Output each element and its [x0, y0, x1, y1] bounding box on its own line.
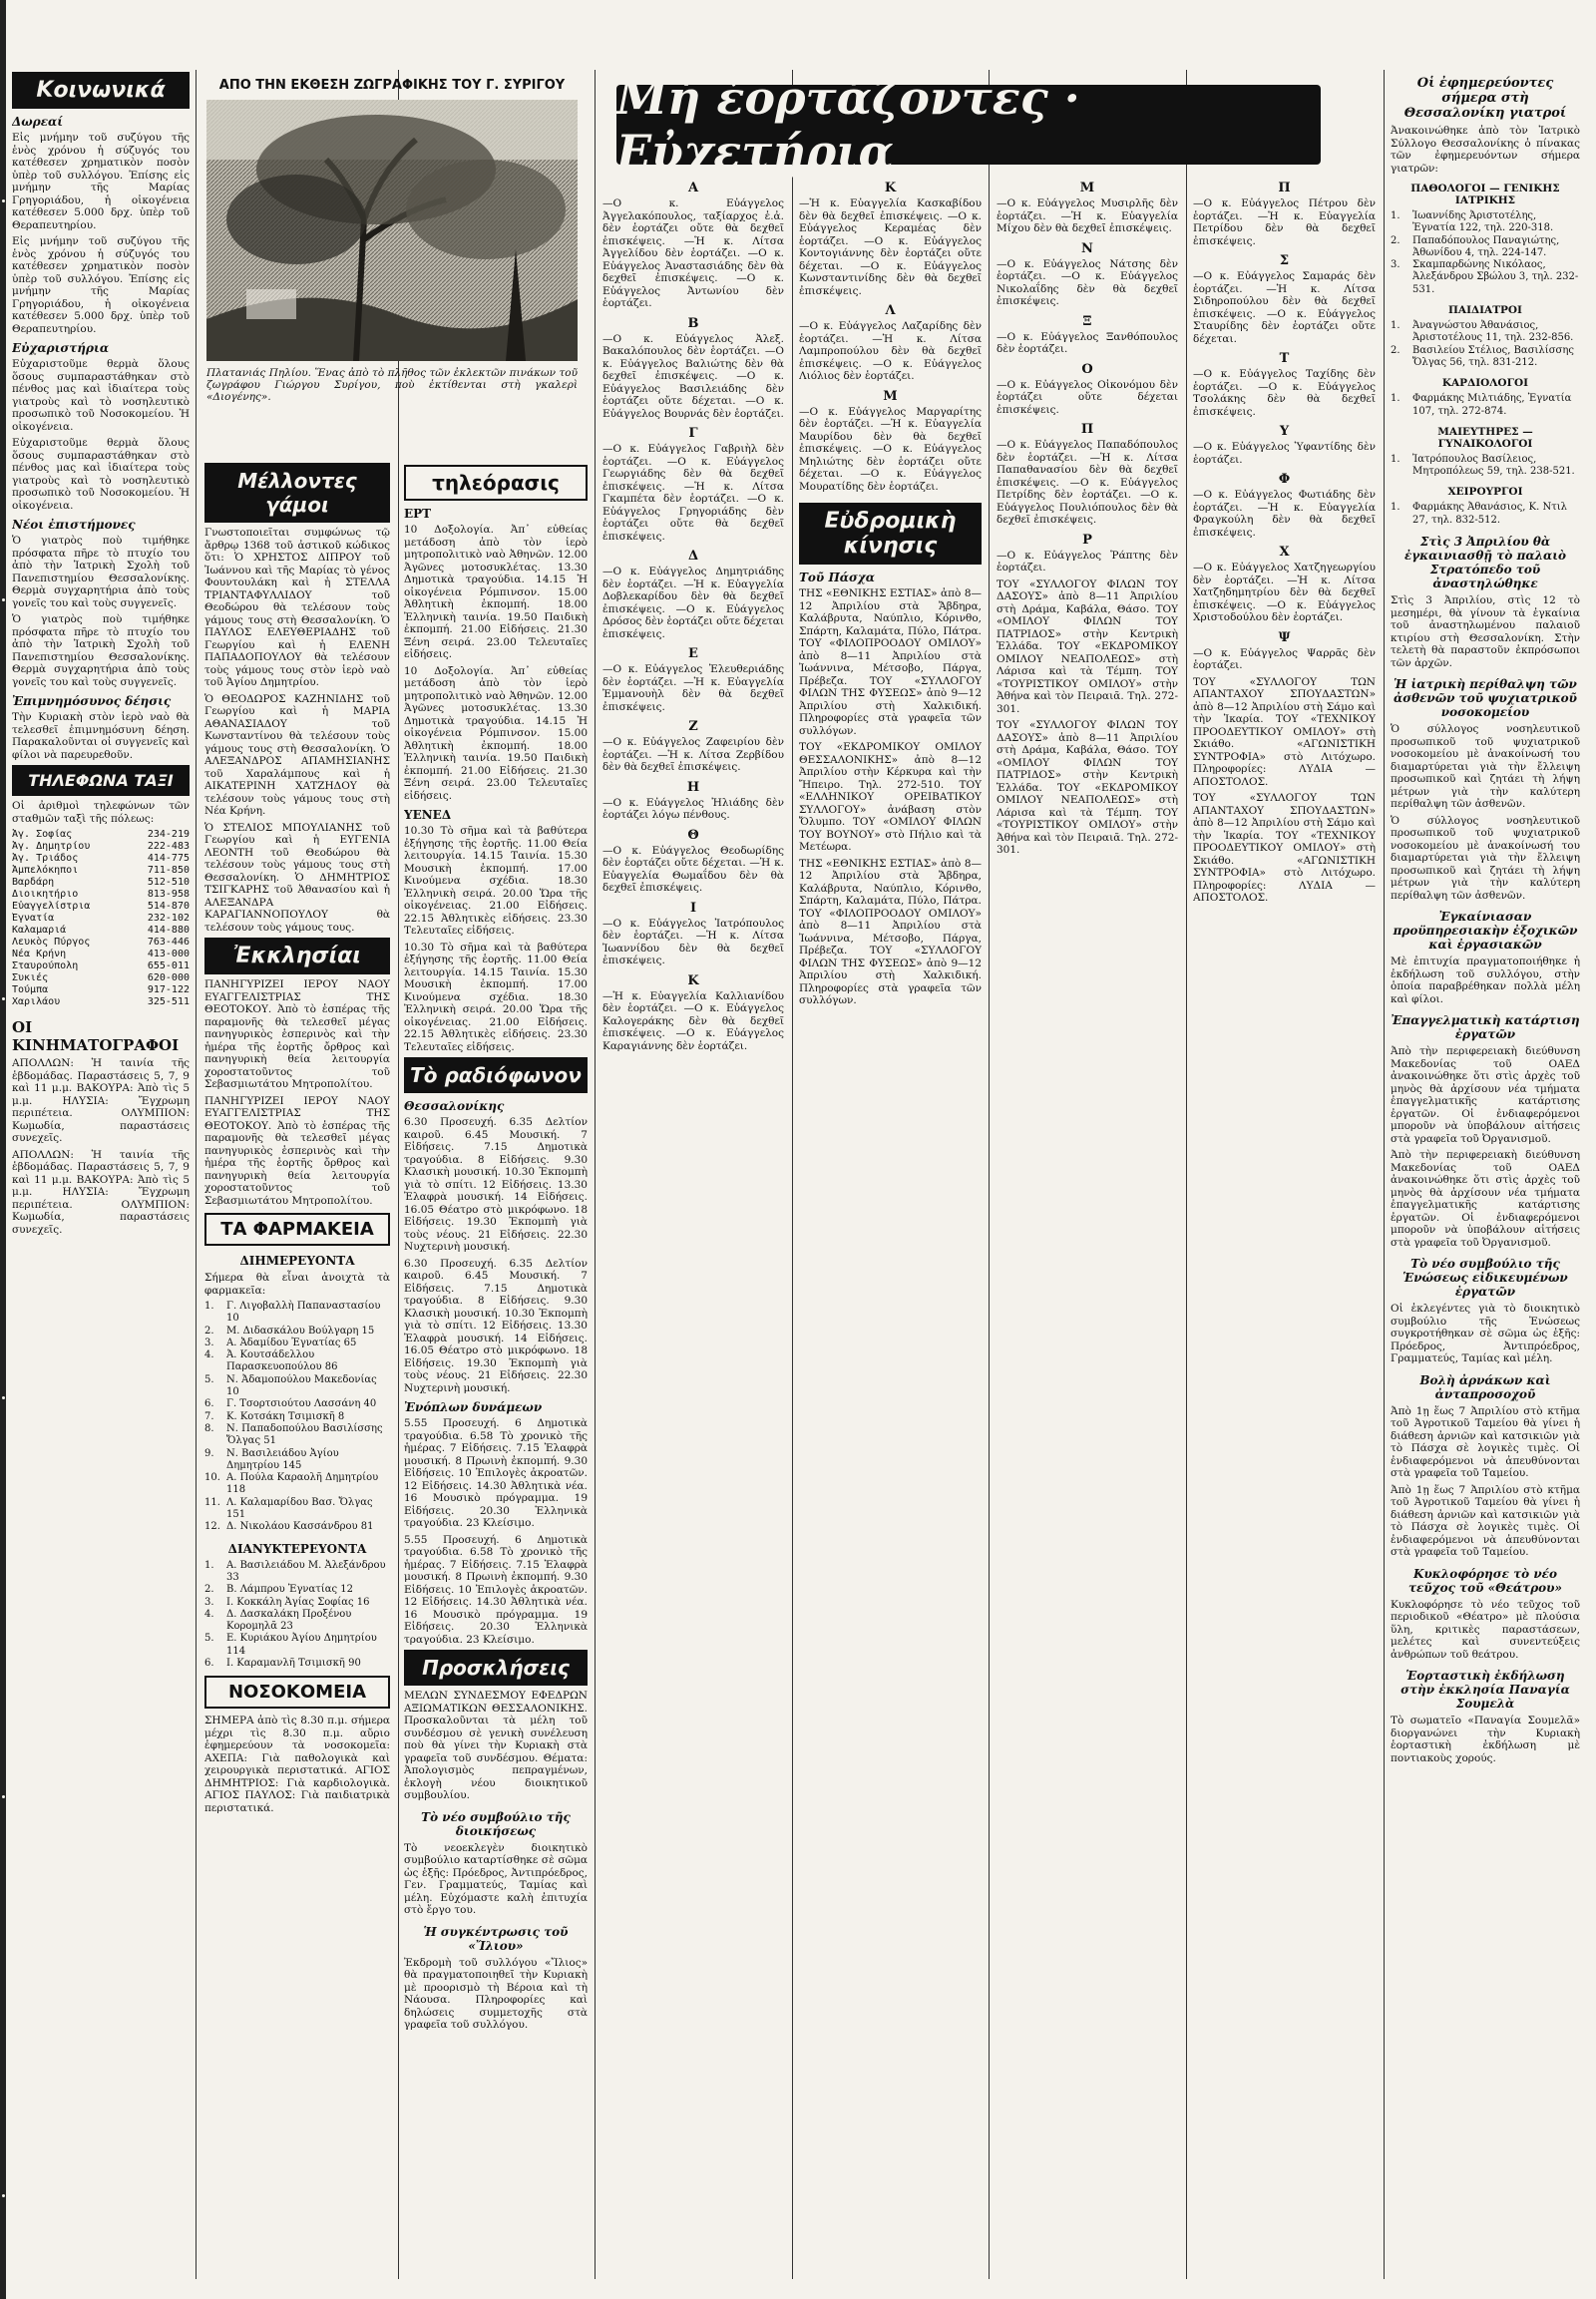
mellontes-text: Γνωστοποιεῖται συμφώνως τῷ ἄρθρῳ 1368 τοῦ ἀστικοῦ κώδικος ὅτι: Ὁ ΧΡΗΣΤΟΣ ΔΙΠΡΟΥ τοῦ Ἰωάννου καὶ τῆς Μαρίας τὸ γένος Φουντουλάκη καὶ ἡ ΣΤΕΛΛΑ ΤΡΙΑΝΤΑΦΥΛΛΙΔΟΥ τοῦ Θεοδώρου θὰ τελέσουν τοὺς γάμους τους στὴ Θεσσαλονίκη. Ὁ ΠΑΥΛΟΣ ΕΛΕΥΘΕΡΙΑΔΗΣ τοῦ Γεωργίου καὶ ἡ ΕΛΕΝΗ ΠΑΠΑΔΟΠΟΥΛΟΥ θὰ τελέσουν τοὺς γάμους τους στὸν ἱερὸ ναὸ τοῦ Ἁγίου Δημητρίου. [204, 527, 390, 688]
pharmacy-item-text: Α. Πούλα Καραολῆ Δημητρίου 118 [226, 1472, 379, 1496]
alphabet-letter: Ο [1081, 361, 1093, 377]
neo-symv-enosis-text: Οἱ ἐκλεγέντες γιὰ τὸ διοικητικὸ συμβούλιο τῆς Ἑνώσεως συγκροτήθηκαν σὲ σῶμα ὡς ἑξῆς: Πρόεδρος, Ἀντιπρόεδρος, Γραμματεύς, Ταμίας καὶ μέλη. [1391, 1303, 1580, 1365]
col6-ekdromi-text-2: ΤΟΥ «ΣΥΛΛΟΓΟΥ ΦΙΛΩΝ ΤΟΥ ΔΑΣΟΥΣ» ἀπὸ 8—11 Ἀπριλίου στὴ Δράμα, Καβάλα, Θάσο. ΤΟΥ «ΟΜΙΛΟΥ ΦΙΛΩΝ ΤΟΥ ΠΑΤΡΙΔΟΣ» στὴν Κεντρικὴ Ἑλλάδα. ΤΟΥ «ΕΚΔΡΟΜΙΚΟΥ ΟΜΙΛΟΥ ΝΕΑΠΟΛΕΩΣ» στὴ Λάρισα καὶ τὰ Τέμπη. ΤΟΥ «ΤΟΥΡΙΣΤΙΚΟΥ ΟΜΙΛΟΥ» στὴν Ἀθήνα καὶ τὸν Πειραιᾶ. Τηλ. 272-301. [997, 719, 1178, 856]
evcharistiria-text: Εὐχαριστοῦμε θερμὰ ὅλους ὅσους συμπαραστάθηκαν στὸ πένθος μας καὶ ἰδιαίτερα τοὺς γιατροὺς καὶ τὸ νοσηλευτικὸ προσωπικὸ τοῦ Νοσοκομείου. Ἡ οἰκογένεια. [12, 358, 190, 433]
taxi-tel: 813-958 [147, 889, 190, 900]
pharmacy-item [204, 1374, 390, 1399]
eortastiki-head: Ἑορταστικὴ ἐκδήλωση στὴν ἐκκλησία Παναγία Σουμελὰ [1400, 1669, 1570, 1712]
col7-ekdromi-text: ΤΟΥ «ΣΥΛΛΟΓΟΥ ΤΩΝ ΑΠΑΝΤΑΧΟΥ ΣΠΟΥΔΑΣΤΩΝ» ἀπὸ 8—12 Ἀπριλίου στὴ Σάμο καὶ τὴν Ἰκαρία. ΤΟΥ «ΤΕΧΝΙΚΟΥ ΠΡΟΟΔΕΥΤΙΚΟΥ ΟΜΙΛΟΥ» στὴ Σκιάθο. «ΑΓΩΝΙΣΤΙΚΗ ΣΥΝΤΡΟΦΙΑ» στὸ Λιτόχωρο. Πληροφορίες: ΛΥΔΙΑ — ΑΠΟΣΤΟΛΟΣ. [1193, 675, 1376, 788]
kinimatografoi-text: ΑΠΟΛΛΩΝ: Ἡ ταινία τῆς ἑβδομάδας. Παραστάσεις 5, 7, 9 καὶ 11 μ.μ. ΒΑΚΟΥΡΑ: Ἀπὸ τὶς 5 μ.μ. ΗΛΥΣΙΑ: Ἔγχρωμη περιπέτεια. ΟΛΥΜΠΙΟΝ: Κωμωδία, παραστάσεις συνεχεῖς. [12, 1057, 190, 1144]
alphabet-letter: Π [1080, 422, 1094, 437]
doctor-item-text: Ἰωαννίδης Ἀριστοτέλης, Ἐγνατία 122, τηλ. 220-318. [1412, 210, 1554, 234]
alphabet-letter: Φ [1278, 472, 1291, 487]
doctor-item-text: Ἰατρόπουλος Βασίλειος, Μητροπόλεως 59, τηλ. 238-521. [1412, 453, 1575, 478]
taxi-row [12, 865, 190, 877]
taxi-tel: 763-446 [147, 937, 190, 948]
pharmacy-item-number: 1. [204, 1301, 214, 1312]
page-edge-strip [0, 0, 6, 2299]
nameday-entry: —Ἡ κ. Εὐαγγελία Καλλιανίδου δὲν ἑορτάζει. —Ο κ. Εὐάγγελος Καλογεράκης δὲν θὰ δεχθεῖ ἐπισκέψεις. —Ο κ. Εὐάγγελος Καραγιάννης δὲν ἑορτάζει. [602, 989, 784, 1052]
ekdromi-text-2: ΤΟΥ «ΕΚΔΡΟΜΙΚΟΥ ΟΜΙΛΟΥ ΘΕΣΣΑΛΟΝΙΚΗΣ» ἀπὸ 8—12 Ἀπριλίου στὴν Κέρκυρα καὶ τὴν Ἤπειρο. Τηλ. 272-510. ΤΟΥ «ΕΛΛΗΝΙΚΟΥ ΟΡΕΙΒΑΤΙΚΟΥ ΣΥΛΛΟΓΟΥ» ἀνάβαση στὸν Ὄλυμπο. ΤΟΥ «ΟΜΙΛΟΥ ΦΙΛΩΝ ΤΟΥ ΒΟΥΝΟΥ» στὸ Πήλιο καὶ τὰ Μετέωρα. [799, 741, 982, 853]
doctor-item-number: 2. [1391, 234, 1400, 246]
edge-hole [2, 997, 5, 1000]
kyklofori-text: Κυκλοφόρησε τὸ νέο τεῦχος τοῦ περιοδικοῦ «Θέατρο» μὲ πλούσια ὕλη, κριτικὲς παραστάσεων, μελέτες καὶ συνεντεύξεις ἀνθρώπων τοῦ θεάτρου. [1391, 1598, 1580, 1661]
taxi-tel: 514-870 [147, 901, 190, 912]
alphabet-letter: Η [686, 779, 700, 795]
alphabet-letter: Κ [687, 972, 699, 988]
ekdromi-text-3: ΤΗΣ «ΕΘΝΙΚΗΣ ΕΣΤΙΑΣ» ἀπὸ 8—12 Ἀπριλίου στὰ Ἄβδηρα, Καλάβρυτα, Ναύπλιο, Κόρινθο, Σπάρτη, Καλαμάτα, Πύλο, Πάτρα. ΤΟΥ «ΦΙΛΟΠΡΟΟΔΟΥ ΟΜΙΛΟΥ» ἀπὸ 8—11 Ἀπριλίου στὰ Ἰωάννινα, Μέτσοβο, Πάργα, Πρέβεζα. ΤΟΥ «ΣΥΛΛΟΓΟΥ ΦΙΛΩΝ ΤΗΣ ΦΥΣΕΩΣ» ἀπὸ 9—12 Ἀπριλίου στὴ Χαλκιδική. Πληροφορίες στὰ γραφεῖα τῶν συλλόγων. [799, 857, 982, 1006]
alphabet-letter: Μ [883, 388, 898, 404]
taxi-tel: 917-122 [147, 984, 190, 995]
nameday-entry: —Ο κ. Εὐάγγελος Γαβριὴλ δὲν ἑορτάζει. —Ο κ. Εὐάγγελος Γεωργιάδης δὲν θὰ δεχθεῖ ἐπισκέψεις. —Ἡ κ. Λίτσα Γκαμπέτα δὲν ἑορτάζει. —Ο κ. Εὐάγγελος Γρηγοριάδης δὲν ἑορτάζει οὔτε θὰ δεχθεῖ ἐπισκέψεις. [602, 443, 784, 543]
night-pharmacy-item-text: Δ. Δασκαλάκη Προξένου Κορομηλᾶ 23 [226, 1608, 352, 1633]
column-rule [1384, 70, 1385, 2279]
subhead-evcharistiria: Εὐχαριστήρια [12, 341, 110, 355]
neoi-text: Ὁ γιατρὸς ποὺ τιμήθηκε πρόσφατα πῆρε τὸ πτυχίο του ἀπὸ τὴν Ἰατρικὴ Σχολὴ τοῦ Πανεπιστημίου Θεσσαλονίκης. Θερμὰ συγχαρητήρια ἀπὸ τοὺς γονεῖς του καὶ τοὺς συγγενεῖς. [12, 535, 190, 609]
h3-text: Στὶς 3 Ἀπριλίου, στὶς 12 τὸ μεσημέρι, θὰ γίνουν τὰ ἐγκαίνια τοῦ ἀναστηλωμένου παλαιοῦ κτιρίου στὴ Θεσσαλονίκη. Στὴν τελετὴ θὰ παραστοῦν ἐκπρόσωποι τῶν ἀρχῶν. [1391, 594, 1580, 669]
edge-hole [2, 598, 5, 601]
nameday-entry: —Ο κ. Εὐάγγελος Μαργαρίτης δὲν ἑορτάζει. —Ἡ κ. Εὐαγγελία Μαυρίδου δὲν θὰ δεχθεῖ ἐπισκέψεις. —Ο κ. Εὐάγγελος Μηλιώτης δὲν ἑορτάζει οὔτε δέχεται. —Ο κ. Εὐάγγελος Μουρατίδης δὲν ἑορτάζει. [799, 405, 982, 493]
taxi-row [12, 972, 190, 984]
col6-entries [997, 181, 1178, 575]
taxi-row [12, 913, 190, 925]
doctor-item [1391, 393, 1580, 418]
taxi-row [12, 889, 190, 901]
alphabet-letter: Ξ [1082, 313, 1092, 329]
taxi-tel: 414-775 [147, 853, 190, 864]
ekklisiai-text-2: ΠΑΝΗΓΥΡΙΖΕΙ ΙΕΡΟΥ ΝΑΟΥ ΕΥΑΓΓΕΛΙΣΤΡΙΑΣ ΤΗΣ ΘΕΟΤΟΚΟΥ. Ἀπὸ τὸ ἑσπέρας τῆς παραμονῆς θὰ τελεσθεῖ μέγας πανηγυρικὸς ἑσπερινὸς καὶ τὴν ἡμέρα τῆς ἑορτῆς ὄρθρος καὶ πανηγυρικὴ θεία λειτουργία χοροστατοῦντος τοῦ Σεβασμιωτάτου Μητροπολίτου. [204, 1094, 390, 1207]
alphabet-letter: Υ [1279, 424, 1290, 439]
dianyk-subhead: ΔΙΑΝΥΚΤΕΡΕΥΟΝΤΑ [227, 1541, 367, 1556]
nameday-entry: —Ο κ. Εὐάγγελος Ταχίδης δὲν ἑορτάζει. —Ο κ. Εὐάγγελος Τσολάκης δὲν θὰ δεχθεῖ ἐπισκέψεις. [1193, 368, 1376, 418]
alphabet-letter: Ε [688, 646, 698, 661]
taxi-tel: 413-000 [147, 949, 190, 959]
doctor-item-number: 2. [1391, 344, 1400, 356]
kinimatografoi-text-2: ΑΠΟΛΛΩΝ: Ἡ ταινία τῆς ἑβδομάδας. Παραστάσεις 5, 7, 9 καὶ 11 μ.μ. ΒΑΚΟΥΡΑ: Ἀπὸ τὶς 5 μ.μ. ΗΛΥΣΙΑ: Ἔγχρωμη περιπέτεια. ΟΛΥΜΠΙΟΝ: Κωμωδία, παραστάσεις συνεχεῖς. [12, 1148, 190, 1236]
col6-ekdromi-text: ΤΟΥ «ΣΥΛΛΟΓΟΥ ΦΙΛΩΝ ΤΟΥ ΔΑΣΟΥΣ» ἀπὸ 8—11 Ἀπριλίου στὴ Δράμα, Καβάλα, Θάσο. ΤΟΥ «ΟΜΙΛΟΥ ΦΙΛΩΝ ΤΟΥ ΠΑΤΡΙΔΟΣ» στὴν Κεντρικὴ Ἑλλάδα. ΤΟΥ «ΕΚΔΡΟΜΙΚΟΥ ΟΜΙΛΟΥ ΝΕΑΠΟΛΕΩΣ» στὴ Λάρισα καὶ τὰ Τέμπη. ΤΟΥ «ΤΟΥΡΙΣΤΙΚΟΥ ΟΜΙΛΟΥ» στὴν Ἀθήνα καὶ τὸν Πειραιᾶ. Τηλ. 272-301. [997, 577, 1178, 715]
taxi-area: Νέα Κρήνη [12, 949, 67, 959]
taxi-tel: 222-483 [147, 841, 190, 852]
taxi-row [12, 877, 190, 889]
night-pharmacy-item [204, 1560, 390, 1585]
taxi-area: Χαριλάου [12, 996, 61, 1007]
mellontes-text-2: Ὁ ΘΕΟΔΩΡΟΣ ΚΑΖΗΝΙΔΗΣ τοῦ Γεωργίου καὶ ἡ ΜΑΡΙΑ ΑΘΑΝΑΣΙΑΔΟΥ τοῦ Κωνσταντίνου θὰ τελέσουν τοὺς γάμους τους στὴ Θεσσαλονίκη. Ὁ ΑΛΕΞΑΝΔΡΟΣ ΑΠΑΜΗΣΙΑΝΗΣ τοῦ Χαραλάμπους καὶ ἡ ΑΙΚΑΤΕΡΙΝΗ ΧΑΤΖΗΔΟΥ θὰ τελέσουν τοὺς γάμους τους στὴ Νέα Κρήνη. [204, 692, 390, 817]
nameday-entry: —Ο κ. Εὐάγγελος Φωτιάδης δὲν ἑορτάζει. —Ἡ κ. Εὐαγγελία Φραγκούλη δὲν θὰ δεχθεῖ ἐπισκέψεις. [1193, 489, 1376, 539]
taxi-row [12, 853, 190, 865]
alphabet-letter: Ψ [1278, 629, 1291, 645]
section-header-taxi: ΤΗΛΕΦΩΝΑ ΤΑΞΙ [12, 765, 190, 796]
nameday-entry: —Ο κ. Εὐάγγελος Πέτρου δὲν ἑορτάζει. —Ἡ κ. Εὐαγγελία Πετρίδου δὲν θὰ δεχθεῖ ἐπισκέψεις. [1193, 197, 1376, 247]
alphabet-letter: Τ [1279, 351, 1290, 366]
taxi-tel: 620-000 [147, 972, 190, 983]
pharmacy-item [204, 1338, 390, 1349]
yened-text: 10.30 Τὸ σῆμα καὶ τὰ βαθύτερα ἐξήγησης τῆς ἑορτῆς. 11.00 Θεία λειτουργία. 14.15 Ταινία. 15.30 Μουσικὴ ἐκπομπή. 17.00 Κινούμενα σχέδια. 18.30 Ἐλληνικὴ σειρά. 20.00 Ὥρα τῆς οἰκογένειας. 21.00 Εἰδήσεις. 22.15 Ἀθλητικὲς εἰδήσεις. 23.30 Τελευταῖες εἰδήσεις. [404, 825, 588, 937]
alphabet-letter: Ρ [1082, 532, 1092, 548]
epimnimosyno-text: Τὴν Κυριακὴ στὸν ἱερὸ ναὸ θὰ τελεσθεῖ ἐπιμνημόσυνη δέηση. Παρακαλοῦνται οἱ συγγενεῖς καὶ φίλοι νὰ παρευρεθοῦν. [12, 711, 190, 761]
taxi-area: Ἀγ. Δημητρίου [12, 841, 91, 852]
night-pharmacy-item-number: 3. [204, 1596, 214, 1608]
pharmacy-item-number: 9. [204, 1447, 214, 1459]
nameday-entry: —Ο κ. Εὐάγγελος Λαζαρίδης δὲν ἑορτάζει. —Ἡ κ. Λίτσα Λαμπροπούλου δὲν θὰ δεχθεῖ ἐπισκέψεις. —Ο κ. Εὐάγγελος Λιόλιος δὲν ἑορτάζει. [799, 320, 982, 382]
pharmacy-item-number: 5. [204, 1373, 214, 1385]
nameday-entry: —Ο κ. Εὐάγγελος Θεοδωρίδης δὲν ἑορτάζει οὔτε δέχεται. —Ἡ κ. Εὐαγγελία Θωμαΐδου δὲν θὰ δεχθεῖ ἐπισκέψεις. [602, 844, 784, 894]
nameday-entry: —Ο κ. Εὐάγγελος Ἰατρόπουλος δὲν ἑορτάζει. —Ἡ κ. Λίτσα Ἰωαννίδου δὲν θὰ δεχθεῖ ἐπισκέψεις. [602, 917, 784, 966]
nameday-entry: —Ο κ. Εὐάγγελος Ἐλευθεριάδης δὲν ἑορτάζει. —Ἡ κ. Εὐαγγελία Ἐμμανουὴλ δὲν θὰ δεχθεῖ ἐπισκέψεις. [602, 663, 784, 713]
nameday-entry: —Ο κ. Εὐάγγελος Ξανθόπουλος δὲν ἑορτάζει. [997, 330, 1178, 355]
pharmacy-item [204, 1472, 390, 1497]
pharmacy-item-text: Ἀ. Κουτσάδελλου Παρασκευοπούλου 86 [226, 1349, 338, 1373]
nameday-entry: —Ἡ κ. Εὐαγγελία Κασκαβίδου δὲν θὰ δεχθεῖ ἐπισκέψεις. —Ο κ. Εὐάγγελος Κεραμέας δὲν ἑορτάζει. —Ο κ. Εὐάγγελος Κοντογιάννης δὲν ἑορτάζει οὔτε δέχεται. —Ο κ. Εὐάγγελος Κωνσταντινίδης δὲν θὰ δεχθεῖ ἐπισκέψεις. [799, 197, 982, 297]
nameday-entry: —Ο κ. Εὐάγγελος Νάτσης δὲν ἑορτάζει. —Ο κ. Εὐάγγελος Νικολαΐδης δὲν θὰ δεχθεῖ ἐπισκέψεις. [997, 257, 1178, 307]
painting-caption: Πλατανιάς Πηλίου. Ἕνας ἀπὸ τὸ πλῆθος τῶν ἐκλεκτῶν πινάκων τοῦ ζωγράφου Γιώργου Συρίγου, ποὺ ἐκτίθενται στὴ γκαλερὶ «Διογένης». [206, 367, 578, 403]
paidiatroi-head: ΠΑΙΔΙΑΤΡΟΙ [1448, 304, 1522, 317]
column-2 [204, 459, 390, 2279]
subhead-pascha: Τοῦ Πάσχα [799, 571, 875, 584]
column-7 [1193, 175, 1376, 2279]
pharmacy-item-number: 8. [204, 1422, 214, 1434]
epangelmatiki-text-2: Ἀπὸ τὴν περιφερειακὴ διεύθυνση Μακεδονίας τοῦ ΟΑΕΔ ἀνακοινώθηκε ὅτι στὶς ἀρχὲς τοῦ μηνὸς θὰ ἀρχίσουν νέα τμήματα ἐπαγγελματικῆς κατάρτισης ἐργατῶν. Οἱ ἐνδιαφερόμενοι μποροῦν νὰ ὑποβάλουν αἰτήσεις στὰ γραφεῖα τοῦ Ὀργανισμοῦ. [1391, 1149, 1580, 1249]
subhead-kinimatografoi: ΟΙ ΚΙΝΗΜΑΤΟΓΡΑΦΟΙ [12, 1018, 180, 1054]
taxi-note: Οἱ ἀριθμοὶ τηλεφώνων τῶν σταθμῶν ταξὶ τῆς πόλεως: [12, 800, 190, 825]
night-pharmacy-item-number: 1. [204, 1559, 214, 1571]
farmakeia-subhead: ΔΙΗΜΕΡΕΥΟΝΤΑ [239, 1254, 355, 1268]
synkentrosi-text: Ἐκδρομὴ τοῦ συλλόγου «Ἴλιος» θὰ πραγματοποιηθεῖ τὴν Κυριακὴ μὲ προορισμὸ τὴ Βέροια καὶ τὴ Νάουσα. Πληροφορίες καὶ δηλώσεις συμμετοχῆς στὰ γραφεῖα τοῦ συλλόγου. [404, 1956, 588, 2031]
doctor-item-number: 3. [1391, 259, 1400, 271]
column-3 [404, 459, 588, 2279]
doctor-item-text: Φαρμάκης Μιλτιάδης, Ἐγνατία 107, τηλ. 272-874. [1412, 393, 1572, 417]
ekklisiai-text: ΠΑΝΗΓΥΡΙΖΕΙ ΙΕΡΟΥ ΝΑΟΥ ΕΥΑΓΓΕΛΙΣΤΡΙΑΣ ΤΗΣ ΘΕΟΤΟΚΟΥ. Ἀπὸ τὸ ἑσπέρας τῆς παραμονῆς θὰ τελεσθεῖ μέγας πανηγυρικὸς ἑσπερινὸς καὶ τὴν ἡμέρα τῆς ἑορτῆς ὄρθρος καὶ πανηγυρικὴ θεία λειτουργία χοροστατοῦντος τοῦ Σεβασμιωτάτου Μητροπολίτου. [204, 978, 390, 1090]
taxi-area: Καλαμαριά [12, 925, 67, 936]
section-header-radiofono: Τὸ ραδιόφωνον [404, 1057, 588, 1093]
nameday-entry: —Ο κ. Εὐάγγελος Παπαδόπουλος δὲν ἑορτάζει. —Ἡ κ. Λίτσα Παπαθανασίου δὲν θὰ δεχθεῖ ἐπισκέψεις. —Ο κ. Εὐάγγελος Πετρίδης δὲν ἑορτάζει. —Ο κ. Εὐάγγελος Πουλιόπουλος δὲν θὰ δεχθεῖ ἐπισκέψεις. [997, 439, 1178, 526]
pharmacy-item [204, 1423, 390, 1448]
pathologoi-list [1391, 210, 1580, 296]
pharmacy-item-number: 11. [204, 1496, 220, 1508]
night-pharmacy-item-text: Α. Βασιλειάδου Μ. Ἀλεξάνδρου 33 [226, 1559, 386, 1583]
volti-head: Βολὴ ἀρνάκων καὶ ἀνταπροσοχοῦ [1419, 1372, 1551, 1401]
kardiologoi-head: ΚΑΡΔΙΟΛΟΓΟΙ [1441, 377, 1529, 390]
night-pharmacy-item [204, 1658, 390, 1670]
night-pharmacy-item [204, 1597, 390, 1609]
efim-text: Ἀνακοινώθηκε ἀπὸ τὸν Ἰατρικὸ Σύλλογο Θεσσαλονίκης ὁ πίνακας τῶν ἐφημερευόντων σήμερα γιατρῶν: [1391, 125, 1580, 175]
taxi-tel: 414-880 [147, 925, 190, 936]
nameday-entry: —Ο κ. Εὐάγγελος Χατζηγεωργίου δὲν ἑορτάζει. —Ἡ κ. Λίτσα Χατζηδημητρίου δὲν θὰ δεχθεῖ ἐπισκέψεις. —Ο κ. Εὐάγγελος Χριστοδούλου δὲν ἑορτάζει. [1193, 562, 1376, 623]
doctor-item-text: Ἀναγνώστου Ἀθανάσιος, Ἀριστοτέλους 11, τηλ. 232-856. [1412, 320, 1574, 344]
pharmacy-item [204, 1448, 390, 1473]
doctor-item-text: Σκαμπαρδώνης Νικόλαος, Ἀλεξάνδρου Σβώλου 3, τηλ. 232-531. [1412, 259, 1579, 295]
night-pharmacy-item [204, 1584, 390, 1596]
pharmacy-item-number: 2. [204, 1325, 214, 1337]
thessaloniki-text: 6.30 Προσευχή. 6.35 Δελτίον καιροῦ. 6.45 Μουσική. 7 Εἰδήσεις. 7.15 Δημοτικὰ τραγούδια. 8 Εἰδήσεις. 9.30 Κλασικὴ μουσική. 10.30 Ἐκπομπὴ γιὰ τὸ σπίτι. 12 Εἰδήσεις. 13.30 Ἐλαφρὰ μουσική. 14 Εἰδήσεις. 16.05 Θέατρο στὸ μικρόφωνο. 18 Εἰδήσεις. 19.30 Ἐκπομπὴ γιὰ τοὺς νέους. 21 Εἰδήσεις. 22.30 Νυχτερινὴ μουσική. [404, 1116, 588, 1253]
night-pharmacy-item [204, 1609, 390, 1634]
subhead-doreai: Δωρεαί [12, 115, 64, 129]
nameday-entry: —Ο κ. Εὐάγγελος Μυσιρλῆς δὲν ἑορτάζει. —Ἡ κ. Εὐαγγελία Μίχου δὲν θὰ δεχθεῖ ἐπισκέψεις. [997, 197, 1178, 234]
alphabet-letter: Γ [688, 426, 698, 441]
column-6 [997, 175, 1178, 2279]
doctor-item [1391, 345, 1580, 370]
nameday-entry: —Ο κ. Εὐάγγελος Ἠλιάδης δὲν ἑορτάζει λόγω πένθους. [602, 796, 784, 821]
subhead-epimnimosyno: Ἐπιμνημόσυνος δέησις [12, 694, 172, 708]
kardiologoi-list [1391, 393, 1580, 418]
column-1 [12, 68, 190, 2279]
doctor-item-number: 1. [1391, 393, 1400, 405]
mellontes-text-3: Ὁ ΣΤΕΛΙΟΣ ΜΠΟΥΛΙΑΝΗΣ τοῦ Γεωργίου καὶ ἡ ΕΥΓΕΝΙΑ ΛΕΟΝΤΗ τοῦ Θεοδώρου θὰ τελέσουν τοὺς γάμους τους στὴ Θεσσαλονίκη. Ὁ ΔΗΜΗΤΡΙΟΣ ΤΣΙΓΚΑΡΗΣ τοῦ Ἀθανασίου καὶ ἡ ΑΛΕΞΑΝΔΡΑ ΚΑΡΑΓΙΑΝΝΟΠΟΥΛΟΥ θὰ τελέσουν τοὺς γάμους τους. [204, 821, 390, 934]
efimerevontes-head: Οἱ ἐφημερεύοντες σήμερα στὴ Θεσσαλονίκη γιατροί [1403, 76, 1567, 121]
alphabet-letter: Σ [1279, 253, 1290, 268]
section-header-proskliseis: Προσκλήσεις [404, 1650, 588, 1686]
nosokomeia-text: ΣΗΜΕΡΑ ἀπὸ τὶς 8.30 π.μ. σήμερα μέχρι τὶς 8.30 π.μ. αὔριο ἐφημερεύουν τὰ νοσοκομεῖα: ΑΧΕΠΑ: Γιὰ παθολογικὰ καὶ χειρουργικὰ περιστατικά. ΑΓΙΟΣ ΔΗΜΗΤΡΙΟΣ: Γιὰ καρδιολογικὰ. ΑΓΙΟΣ ΠΑΥΛΟΣ: Γιὰ παιδιατρικὰ περιστατικά. [204, 1715, 390, 1814]
doctor-item-number: 1. [1391, 502, 1400, 514]
section-header-ekklisiai: Ἐκκλησίαι [204, 938, 390, 974]
night-pharmacy-item-number: 5. [204, 1633, 214, 1645]
pharmacy-item-number: 7. [204, 1410, 214, 1422]
pharmacy-item [204, 1411, 390, 1423]
doctor-item-number: 1. [1391, 453, 1400, 465]
alphabet-letter: Β [687, 315, 699, 331]
nameday-entry: —Ο κ. Εὐάγγελος Ῥάπτης δὲν ἑορτάζει. [997, 549, 1178, 574]
painting-image [206, 100, 578, 361]
neo-symv-text: Τὸ νεοεκλεγὲν διοικητικὸ συμβούλιο καταρτίσθηκε σὲ σῶμα ὡς ἑξῆς: Πρόεδρος, Ἀντιπρόεδρος, Γεν. Γραμματεύς, Ταμίας καὶ μέλη. Εὐχόμαστε καλὴ ἐπιτυχία στὸ ἔργο του. [404, 1841, 588, 1916]
section-header-farmakeia: ΤΑ ΦΑΡΜΑΚΕΙΑ [204, 1213, 390, 1246]
subhead-yened: ΥΕΝΕΔ [404, 808, 452, 822]
pharmacy-item-text: Γ. Τσορτσιούτου Λασσάνη 40 [226, 1398, 377, 1410]
pharmacy-item [204, 1521, 390, 1533]
taxi-area: Σταυρούπολη [12, 960, 79, 971]
pharmacy-item-number: 4. [204, 1349, 214, 1361]
epangelmatiki-text: Ἀπὸ τὴν περιφερειακὴ διεύθυνση Μακεδονίας τοῦ ΟΑΕΔ ἀνακοινώθηκε ὅτι στὶς ἀρχὲς τοῦ μηνὸς θὰ ἀρχίσουν νέα τμήματα ἐπαγγελματικῆς κατάρτισης ἐργατῶν. Οἱ ἐνδιαφερόμενοι μποροῦν νὰ ὑποβάλουν αἰτήσεις στὰ γραφεῖα τοῦ Ὀργανισμοῦ. [1391, 1045, 1580, 1145]
taxi-row [12, 960, 190, 972]
doctor-item-text: Παπαδόπουλος Παναγιώτης, Ἀθωνίδου 4, τηλ. 224-147. [1412, 234, 1560, 258]
section-header-koinonika: Κοινωνικά [12, 72, 190, 109]
taxi-tel: 325-511 [147, 996, 190, 1007]
synkentrosi-head: Ἡ συγκέντρωσις τοῦ «Ἴλιου» [423, 1924, 569, 1953]
taxi-row [12, 984, 190, 996]
taxi-area: Ἐγνατία [12, 913, 55, 924]
volti-text-2: Ἀπὸ 1ῃ ἕως 7 Ἀπριλίου στὸ κτῆμα τοῦ Ἀγροτικοῦ Ταμείου θὰ γίνει ἡ διάθεση ἀρνιῶν καὶ κατσικιῶν γιὰ τὸ Πάσχα σὲ λογικὲς τιμὲς. Οἱ ἐνδιαφερόμενοι νὰ ἀπευθύνονται στὰ γραφεῖα τοῦ Ταμείου. [1391, 1483, 1580, 1559]
maieftires-head: ΜΑΙΕΥΤΗΡΕΣ — ΓΥΝΑΙΚΟΛΟΓΟΙ [1437, 425, 1533, 450]
taxi-area: Τούμπα [12, 984, 49, 995]
pharmacy-item-number: 6. [204, 1398, 214, 1410]
col7-ekdromi-text-2: ΤΟΥ «ΣΥΛΛΟΓΟΥ ΤΩΝ ΑΠΑΝΤΑΧΟΥ ΣΠΟΥΔΑΣΤΩΝ» ἀπὸ 8—12 Ἀπριλίου στὴ Σάμο καὶ τὴν Ἰκαρία. ΤΟΥ «ΤΕΧΝΙΚΟΥ ΠΡΟΟΔΕΥΤΙΚΟΥ ΟΜΙΛΟΥ» στὴ Σκιάθο. «ΑΓΩΝΙΣΤΙΚΗ ΣΥΝΤΡΟΦΙΑ» στὸ Λιτόχωρο. Πληροφορίες: ΛΥΔΙΑ — ΑΠΟΣΤΟΛΟΣ. [1193, 792, 1376, 904]
evcharistiria-text-2: Εὐχαριστοῦμε θερμὰ ὅλους ὅσους συμπαραστάθηκαν στὸ πένθος μας καὶ ἰδιαίτερα τοὺς γιατροὺς καὶ τὸ νοσηλευτικὸ προσωπικὸ τοῦ Νοσοκομείου. Ἡ οἰκογένεια. [12, 437, 190, 512]
exhibition-caption: ΑΠΟ ΤΗΝ ΕΚΘΕΣΗ ΖΩΓΡΑΦΙΚΗΣ ΤΟΥ Γ. ΣΥΡΙΓΟΥ [218, 78, 566, 93]
taxi-area: Ἀμπελόκηποι [12, 865, 79, 876]
alphabet-letter: Ι [689, 900, 697, 916]
column-4 [602, 175, 784, 2279]
pharmacy-item-text: Α. Ἀδαμίδου Ἐγνατίας 65 [226, 1337, 357, 1348]
nameday-entry: —Ο κ. Εὐάγγελος Δημητριάδης δὲν ἑορτάζει. —Ἡ κ. Εὐαγγελία Δοβλεκαρίδου δὲν θὰ δεχθεῖ ἐπισκέψεις. —Ο κ. Εὐάγγελος Δρόσος δὲν ἑορτάζει οὔτε δέχεται ἐπισκέψεις. [602, 566, 784, 640]
taxi-area: Ἀγ. Τριάδος [12, 853, 79, 864]
alphabet-letter: Κ [884, 181, 897, 195]
pharmacy-item [204, 1301, 390, 1326]
doctor-item [1391, 502, 1580, 527]
pharmacy-item-text: Ν. Παπαδοπούλου Βασιλίσσης Ὄλγας 51 [226, 1422, 383, 1447]
alphabet-letter: Ν [1081, 240, 1093, 256]
night-pharmacy-item-number: 2. [204, 1584, 214, 1596]
farmakeia-list [204, 1301, 390, 1534]
nameday-entry: —Ο κ. Εὐάγγελος Ψαρρᾶς δὲν ἑορτάζει. [1193, 646, 1376, 671]
dianyk-list [204, 1560, 390, 1671]
alphabet-letter: Θ [687, 827, 699, 843]
taxi-tel: 512-510 [147, 877, 190, 888]
alphabet-letter: Π [1278, 181, 1291, 195]
night-pharmacy-item-text: Ι. Καραμανλῆ Τσιμισκῆ 90 [226, 1658, 361, 1670]
taxi-row [12, 925, 190, 937]
taxi-row [12, 841, 190, 853]
doreai-text: Εἰς μνήμην τοῦ συζύγου τῆς ἑνὸς χρόνου ἡ σύζυγός του κατέθεσεν χρηματικὸν ποσὸν ὑπὲρ τοῦ συλλόγου. Ἐπίσης εἰς μνήμην τῆς Μαρίας Γρηγοριάδου, ἡ οἰκογένεια κατέθεσεν 5.000 δρχ. ὑπὲρ τοῦ Θεραπευτηρίου. [12, 132, 190, 231]
taxi-area: Εὐαγγελίστρια [12, 901, 91, 912]
column-rule [1186, 70, 1187, 2279]
taxi-tel: 234-219 [147, 829, 190, 840]
taxi-area: Ἀγ. Σοφίας [12, 829, 73, 840]
enoplon-text: 5.55 Προσευχή. 6 Δημοτικὰ τραγούδια. 6.58 Τὸ χρονικὸ τῆς ἡμέρας. 7 Εἰδήσεις. 7.15 Ἐλαφρὰ μουσική. 8 Πρωινὴ ἐκπομπή. 9.30 Εἰδήσεις. 10 Ἐπιλογὲς ἀκροατῶν. 12 Εἰδήσεις. 14.30 Ἀθλητικὰ νέα. 16 Μουσικὸ πρόγραμμα. 19 Εἰδήσεις. 20.30 Ἑλληνικὰ τραγούδια. 23 Κλείσιμο. [404, 1417, 588, 1529]
taxi-area: Βαρδάρη [12, 877, 55, 888]
maieftires-list [1391, 454, 1580, 479]
neo-symv-enosis-head: Τὸ νέο συμβούλιο τῆς Ἑνώσεως εἰδικευμένων ἐργατῶν [1402, 1257, 1568, 1300]
night-pharmacy-item-text: Ε. Κυριάκου Ἀγίου Δημητρίου 114 [226, 1633, 377, 1657]
doctor-item [1391, 235, 1580, 260]
alphabet-letter: Α [687, 181, 699, 195]
column-rule [989, 70, 990, 2279]
doreai-text-2: Εἰς μνήμην τοῦ συζύγου τῆς ἑνὸς χρόνου ἡ σύζυγός του κατέθεσεν χρηματικὸν ποσὸν ὑπὲρ τοῦ συλλόγου. Ἐπίσης εἰς μνήμην τῆς Μαρίας Γρηγοριάδου, ἡ οἰκογένεια κατέθεσεν 5.000 δρχ. ὑπὲρ τοῦ Θεραπευτηρίου. [12, 235, 190, 335]
iatriki-text-2: Ὁ σύλλογος νοσηλευτικοῦ προσωπικοῦ τοῦ ψυχιατρικοῦ νοσοκομείου μὲ ἀνακοίνωσή του διαμαρτύρεται γιὰ τὴν ἔλλειψη προσωπικοῦ καὶ ζητάει τὴ λήψη μέτρων γιὰ τὴν καλύτερη περίθαλψη τῶν ἀσθενῶν. [1391, 814, 1580, 902]
epangelmatiki-head: Ἐπαγγελματικὴ κατάρτιση ἐργατῶν [1391, 1013, 1580, 1042]
column-rule [792, 70, 793, 2279]
alphabet-letter: Ζ [688, 719, 698, 734]
section-header-mellontes: Μέλλοντες γάμοι [204, 463, 390, 523]
pharmacy-item-number: 10. [204, 1472, 220, 1484]
column-8 [1391, 68, 1580, 2279]
taxi-row [12, 829, 190, 841]
pharmacy-item-text: Λ. Καλαμαρίδου Βασ. Ὄλγας 151 [226, 1496, 373, 1521]
h3-head: Στὶς 3 Ἀπριλίου θὰ ἐγκαινιασθῇ τὸ παλαιὸ Στρατόπεδο τοῦ ἀναστηλώθηκε [1403, 535, 1567, 591]
pharmacy-item-number: 12. [204, 1521, 220, 1533]
yened-text-2: 10.30 Τὸ σῆμα καὶ τὰ βαθύτερα ἐξήγησης τῆς ἑορτῆς. 11.00 Θεία λειτουργία. 14.15 Ταινία. 15.30 Μουσικὴ ἐκπομπή. 17.00 Κινούμενα σχέδια. 18.30 Ἐλληνικὴ σειρά. 20.00 Ὥρα τῆς οἰκογένειας. 21.00 Εἰδήσεις. 22.15 Ἀθλητικὲς εἰδήσεις. 23.30 Τελευταῖες εἰδήσεις. [404, 941, 588, 1053]
taxi-tel: 232-102 [147, 913, 190, 924]
title-banner [616, 71, 1321, 179]
nameday-entry: —Ο κ. Εὐάγγελος Σαμαράς δὲν ἑορτάζει. —Ἡ κ. Λίτσα Σιδηροπούλου δὲν θὰ δεχθεῖ ἐπισκέψεις. —Ο κ. Εὐάγγελος Σταυρίδης δὲν ἑορτάζει οὔτε δέχεται. [1193, 270, 1376, 345]
pharmacy-item-text: Ν. Ἀδαμοπούλου Μακεδονίας 10 [226, 1373, 377, 1398]
ekdromi-text: ΤΗΣ «ΕΘΝΙΚΗΣ ΕΣΤΙΑΣ» ἀπὸ 8—12 Ἀπριλίου στὰ Ἄβδηρα, Καλάβρυτα, Ναύπλιο, Κόρινθο, Σπάρτη, Καλαμάτα, Πύλο, Πάτρα. ΤΟΥ «ΦΙΛΟΠΡΟΟΔΟΥ ΟΜΙΛΟΥ» ἀπὸ 8—11 Ἀπριλίου στὰ Ἰωάννινα, Μέτσοβο, Πάργα, Πρέβεζα. ΤΟΥ «ΣΥΛΛΟΓΟΥ ΦΙΛΩΝ ΤΗΣ ΦΥΣΕΩΣ» ἀπὸ 9—12 Ἀπριλίου στὴ Χαλκιδική. Πληροφορίες στὰ γραφεῖα τῶν συλλόγων. [799, 587, 982, 737]
subhead-ert: ΕΡΤ [404, 507, 432, 521]
nameday-entry: —Ο κ. Εὐάγγελος Ἀγγελακόπουλος, ταξίαρχος ἐ.ἀ. δὲν ἑορτάζει οὔτε θὰ δεχθεῖ ἐπισκέψεις. —Ἡ κ. Λίτσα Ἀγγελίδου δὲν ἑορτάζει. —Ο κ. Εὐάγγελος Ἀναστασιάδης δὲν θὰ δεχθεῖ ἐπισκέψεις. —Ο κ. Εὐάγγελος Ἀντωνίου δὲν ἑορτάζει. [602, 197, 784, 309]
iatriki-head: Ἡ ἰατρικὴ περίθαλψη τῶν ἀσθενῶν τοῦ ψυχιατρικοῦ νοσοκομείου [1394, 677, 1577, 720]
title-banner-text: Μὴ ἑορτάζοντες · Εὐχετήρια [616, 71, 1080, 179]
volti-text: Ἀπὸ 1ῃ ἕως 7 Ἀπριλίου στὸ κτῆμα τοῦ Ἀγροτικοῦ Ταμείου θὰ γίνει ἡ διάθεση ἀρνιῶν καὶ κατσικιῶν γιὰ τὸ Πάσχα σὲ λογικὲς τιμὲς. Οἱ ἐνδιαφερόμενοι νὰ ἀπευθύνονται στὰ γραφεῖα τοῦ Ταμείου. [1391, 1404, 1580, 1480]
pharmacy-item [204, 1326, 390, 1338]
taxi-row [12, 996, 190, 1008]
alphabet-letter: Δ [687, 549, 699, 564]
enkainia-head: Ἐγκαίνιασαν προϋπηρεσιακὴν ἐξοχικῶν καὶ ἐργασιακῶν [1393, 910, 1578, 953]
alphabet-letter: Λ [885, 303, 896, 318]
pharmacy-item [204, 1497, 390, 1522]
subhead-thessaloniki: Θεσσαλονίκης [404, 1099, 505, 1113]
col7-entries [1193, 181, 1376, 672]
kyklofori-head: Κυκλοφόρησε τὸ νέο τεῦχος τοῦ «Θεάτρου» [1407, 1566, 1563, 1595]
nameday-entry: —Ο κ. Εὐάγγελος Ζαφειρίου δὲν ἑορτάζει. —Ἡ κ. Λίτσα Ζερβίδου δὲν θὰ δεχθεῖ ἐπισκέψεις. [602, 736, 784, 773]
ert-text-2: 10 Δοξολογία. Ἀπ᾽ εὐθείας μετάδοση ἀπὸ τὸν ἱερὸ μητροπολιτικὸ ναὸ Ἀθηνῶν. 12.00 Ἀγῶνες μοτοσυκλέτας. 13.30 Δημοτικὰ τραγούδια. 14.15 Ἡ οἰκογένεια Ρόμπινσον. 15.00 Ἀθλητικὴ ἐκπομπή. 18.00 Ἐλληνικὴ ταινία. 19.50 Παιδικὴ ἐκπομπή. 21.00 Εἰδήσεις. 21.30 Ξένη σειρά. 23.00 Τελευταῖες εἰδήσεις. [404, 664, 588, 802]
taxi-area: Διοικητήριο [12, 889, 79, 900]
taxi-tel: 711-850 [147, 865, 190, 876]
taxi-list [12, 829, 190, 1008]
enoplon-text-2: 5.55 Προσευχή. 6 Δημοτικὰ τραγούδια. 6.58 Τὸ χρονικὸ τῆς ἡμέρας. 7 Εἰδήσεις. 7.15 Ἐλαφρὰ μουσική. 8 Πρωινὴ ἐκπομπή. 9.30 Εἰδήσεις. 10 Ἐπιλογὲς ἀκροατῶν. 12 Εἰδήσεις. 14.30 Ἀθλητικὰ νέα. 16 Μουσικὸ πρόγραμμα. 19 Εἰδήσεις. 20.30 Ἑλληνικὰ τραγούδια. 23 Κλείσιμο. [404, 1533, 588, 1646]
taxi-area: Λευκὸς Πύργος [12, 937, 91, 948]
farmakeia-note: Σήμερα θὰ εἶναι ἀνοιχτὰ τὰ φαρμακεῖα: [204, 1272, 390, 1297]
eortastiki-text: Τὸ σωματεῖο «Παναγία Σουμελᾶ» διοργανώνει τὴν Κυριακὴ ἑορταστικὴ ἐκδήλωση μὲ ποντιακοὺς χορούς. [1391, 1715, 1580, 1764]
doctor-item-number: 1. [1391, 210, 1400, 221]
taxi-tel: 655-011 [147, 960, 190, 971]
column-rule [196, 70, 197, 2279]
taxi-row [12, 949, 190, 960]
column-5 [799, 175, 982, 2279]
night-pharmacy-item [204, 1633, 390, 1658]
edge-hole [2, 1795, 5, 1798]
doctor-item-text: Βασιλείου Στέλιος, Βασιλίσσης Ὄλγας 56, τηλ. 831-212. [1412, 344, 1574, 368]
doctor-item-number: 1. [1391, 320, 1400, 332]
thessaloniki-text-2: 6.30 Προσευχή. 6.35 Δελτίον καιροῦ. 6.45 Μουσική. 7 Εἰδήσεις. 7.15 Δημοτικὰ τραγούδια. 8 Εἰδήσεις. 9.30 Κλασικὴ μουσική. 10.30 Ἐκπομπὴ γιὰ τὸ σπίτι. 12 Εἰδήσεις. 13.30 Ἐλαφρὰ μουσική. 14 Εἰδήσεις. 16.05 Θέατρο στὸ μικρόφωνο. 18 Εἰδήσεις. 19.30 Ἐκπομπὴ γιὰ τοὺς νέους. 21 Εἰδήσεις. 22.30 Νυχτερινὴ μουσική. [404, 1257, 588, 1394]
pathologoi-head: ΠΑΘΟΛΟΓΟΙ — ΓΕΝΙΚΗΣ ΙΑΤΡΙΚΗΣ [1410, 183, 1560, 206]
section-header-tileorasi: τηλεόρασις [404, 465, 588, 501]
column-rule [595, 70, 596, 2279]
neo-symv-head: Τὸ νέο συμβούλιο τῆς διοικήσεως [421, 1809, 571, 1838]
night-pharmacy-item-text: Β. Λάμπρου Ἐγνατίας 12 [226, 1584, 353, 1596]
nameday-entry: —Ο κ. Εὐάγγελος Οἰκονόμου δὲν ἑορτάζει οὔτε δέχεται ἐπισκέψεις. [997, 378, 1178, 416]
ert-text: 10 Δοξολογία. Ἀπ᾽ εὐθείας μετάδοση ἀπὸ τὸν ἱερὸ μητροπολιτικὸ ναὸ Ἀθηνῶν. 12.00 Ἀγῶνες μοτοσυκλέτας. 13.30 Δημοτικὰ τραγούδια. 14.15 Ἡ οἰκογένεια Ρόμπινσον. 15.00 Ἀθλητικὴ ἐκπομπή. 18.00 Ἐλληνικὴ ταινία. 19.50 Παιδικὴ ἐκπομπή. 21.00 Εἰδήσεις. 21.30 Ξένη σειρά. 23.00 Τελευταῖες εἰδήσεις. [404, 524, 588, 660]
taxi-row [12, 937, 190, 949]
pharmacy-item [204, 1398, 390, 1410]
pharmacy-item-text: Ν. Βασιλειάδου Ἀγίου Δημητρίου 145 [226, 1447, 339, 1471]
pharmacy-item [204, 1349, 390, 1374]
pharmacy-item-text: Μ. Διδασκάλου Βούλγαρη 15 [226, 1325, 375, 1337]
doctor-item [1391, 259, 1580, 296]
night-pharmacy-item-text: Ι. Κοκκάλη Ἀγίας Σοφίας 16 [226, 1596, 370, 1608]
col5-entries [799, 181, 982, 493]
section-header-ekdromi: Εὐδρομικὴ κίνησις [799, 503, 982, 565]
col4-entries [602, 181, 784, 1052]
subhead-enoplon: Ἐνόπλων δυνάμεων [404, 1400, 543, 1414]
section-header-nosokomeia: ΝΟΣΟΚΟΜΕΙΑ [204, 1676, 390, 1709]
pharmacy-item-text: Κ. Κοτσάκη Τσιμισκῆ 8 [226, 1410, 345, 1422]
doctor-item [1391, 210, 1580, 235]
proskliseis-text: ΜΕΛΩΝ ΣΥΝΔΕΣΜΟΥ ΕΦΕΔΡΩΝ ΑΞΙΩΜΑΤΙΚΩΝ ΘΕΣΣΑΛΟΝΙΚΗΣ. Προσκαλοῦνται τὰ μέλη τοῦ συνδέσμου σὲ γενικὴ συνέλευση ποὺ θὰ γίνει τὴν Κυριακὴ στὰ γραφεῖα τοῦ συνδέσμου. Θέματα: Ἀπολογισμὸς πεπραγμένων, ἐκλογὴ νέου διοικητικοῦ συμβουλίου. [404, 1690, 588, 1801]
nameday-entry: —Ο κ. Εὐάγγελος Ὑφαντίδης δὲν ἑορτάζει. [1193, 441, 1376, 466]
doctor-item-text: Φαρμάκης Ἀθανάσιος, Κ. Ντιλ 27, τηλ. 832-512. [1412, 502, 1568, 526]
night-pharmacy-item-number: 6. [204, 1658, 214, 1670]
night-pharmacy-item-number: 4. [204, 1608, 214, 1620]
enkainia-text: Μὲ ἐπιτυχία πραγματοποιήθηκε ἡ ἐκδήλωση τοῦ συλλόγου, στὴν ὁποία παραβρέθηκαν πολλὰ μέλη καὶ φίλοι. [1391, 956, 1580, 1005]
cheirourgoi-list [1391, 502, 1580, 527]
edge-hole [2, 199, 5, 202]
cheirourgoi-head: ΧΕΙΡΟΥΡΓΟΙ [1447, 486, 1523, 499]
iatriki-text: Ὁ σύλλογος νοσηλευτικοῦ προσωπικοῦ τοῦ ψυχιατρικοῦ νοσοκομείου μὲ ἀνακοίνωσή του διαμαρτύρεται γιὰ τὴν ἔλλειψη προσωπικοῦ καὶ ζητάει τὴ λήψη μέτρων γιὰ τὴν καλύτερη περίθαλψη τῶν ἀσθενῶν. [1391, 723, 1580, 811]
taxi-row [12, 901, 190, 913]
taxi-area: Συκιές [12, 972, 49, 983]
edge-hole [2, 1396, 5, 1399]
paidiatroi-list [1391, 320, 1580, 369]
alphabet-letter: Μ [1079, 181, 1095, 195]
doctor-item [1391, 454, 1580, 479]
edge-hole [2, 2194, 5, 2197]
nameday-entry: —Ο κ. Εὐάγγελος Ἀλεξ. Βακαλόπουλος δὲν ἑορτάζει. —Ο κ. Εὐάγγελος Βαλιώτης δὲν θὰ δεχθεῖ ἐπισκέψεις. —Ο κ. Εὐάγγελος Βασιλειάδης δὲν ἑορτάζει οὔτε δέχεται. —Ο κ. Εὐάγγελος Βουρνάς δὲν ἑορτάζει. [602, 332, 784, 420]
pharmacy-item-text: Γ. Λιγοβαλλὴ Παπαναστασίου 10 [226, 1301, 381, 1325]
pharmacy-item-text: Δ. Νικολάου Κασσάνδρου 81 [226, 1521, 374, 1533]
neoi-text-2: Ὁ γιατρὸς ποὺ τιμήθηκε πρόσφατα πῆρε τὸ πτυχίο του ἀπὸ τὴν Ἰατρικὴ Σχολὴ τοῦ Πανεπιστημίου Θεσσαλονίκης. Θερμὰ συγχαρητήρια ἀπὸ τοὺς γονεῖς του καὶ τοὺς συγγενεῖς. [12, 613, 190, 688]
pharmacy-item-number: 3. [204, 1337, 214, 1348]
doctor-item [1391, 320, 1580, 345]
subhead-neoi: Νέοι ἐπιστήμονες [12, 518, 136, 532]
alphabet-letter: Χ [1279, 545, 1290, 560]
